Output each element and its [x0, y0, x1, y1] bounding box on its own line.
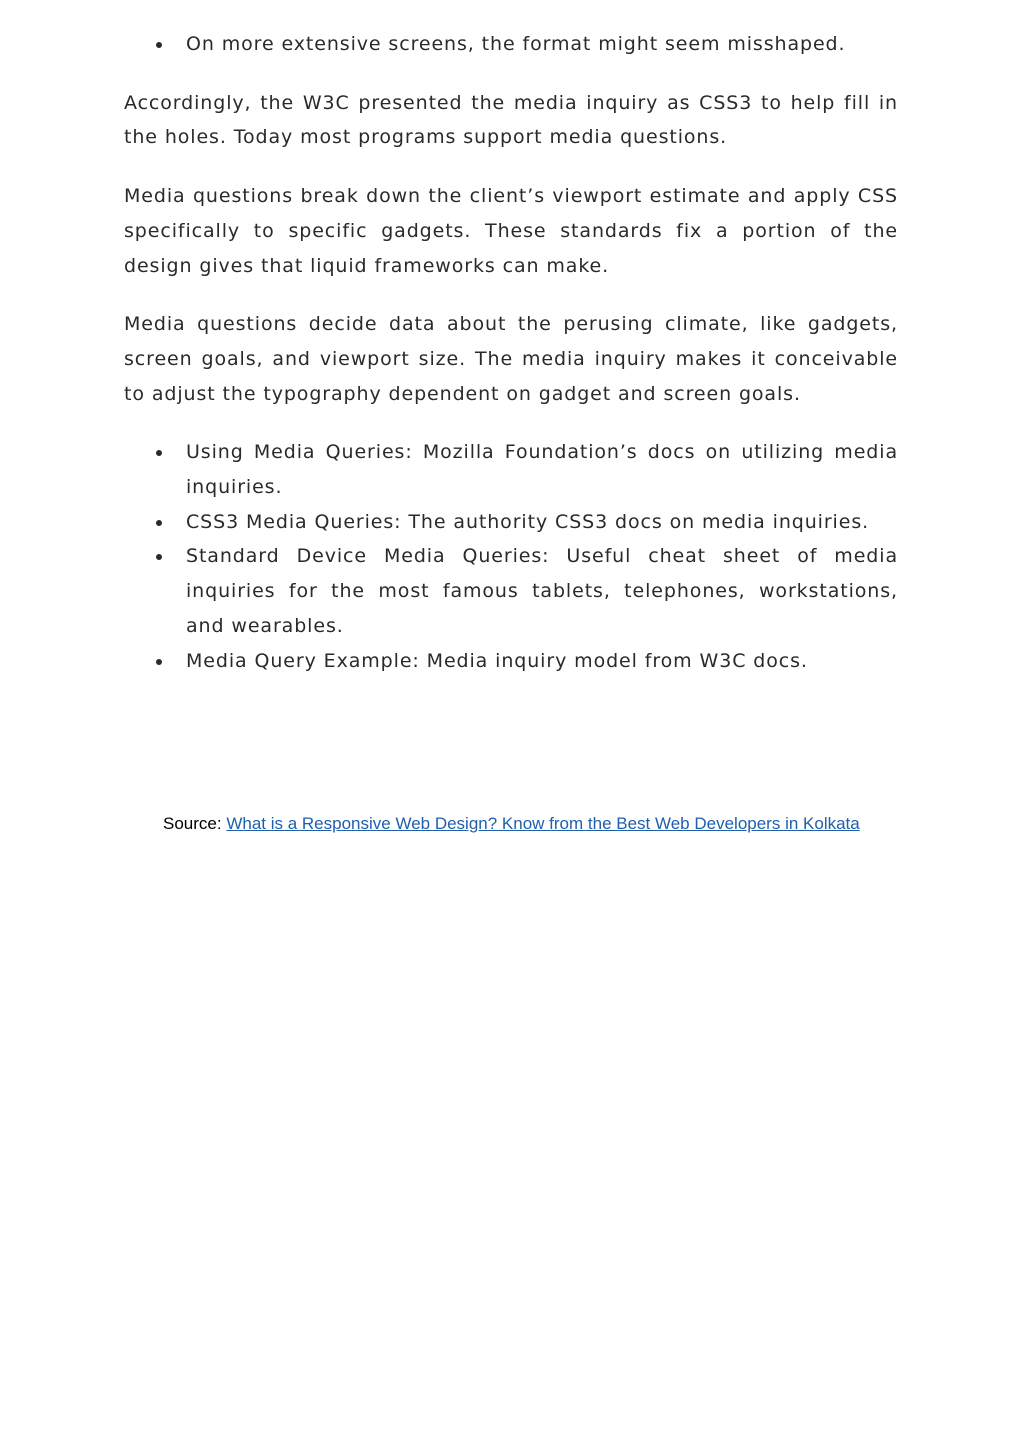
source-citation: [163, 814, 860, 834]
bullet-list-resources: [124, 435, 898, 678]
list-item: [124, 435, 898, 504]
source-link[interactable]: What is a Responsive Web Design? Know from the Best Web Developers in Kolkata: [226, 814, 860, 833]
list-item: [124, 539, 898, 643]
bullet-icon: [156, 450, 162, 456]
list-item: [124, 505, 898, 540]
bullet-icon: [156, 659, 162, 665]
source-label: Source:: [163, 814, 222, 833]
bullet-list-screens: [124, 27, 898, 62]
document-page: [124, 27, 898, 678]
paragraph-media-questions-climate: Media questions decide data about the perusing climate, like gadgets, screen goals, and viewport size. The media inquiry makes it conceivable to adjust the typography dependent on gadget and screen goals.: [124, 313, 898, 405]
paragraph-media-questions-viewport: Media questions break down the client’s viewport estimate and apply CSS specifically to specific gadgets. These standards fix a portion of the design gives that liquid frameworks can make.: [124, 185, 898, 277]
list-item-text: Media Query Example: Media inquiry model from W3C docs.: [186, 649, 808, 672]
list-item-text: CSS3 Media Queries: The authority CSS3 docs on media inquiries.: [186, 510, 870, 533]
bullet-icon: [156, 554, 162, 560]
list-item: [124, 27, 898, 62]
list-item: [124, 644, 898, 679]
bullet-icon: [156, 42, 162, 48]
list-item-text: Using Media Queries: Mozilla Foundation’s docs on utilizing media inquiries.: [186, 441, 898, 499]
paragraph-w3c-media-inquiry: Accordingly, the W3C presented the media inquiry as CSS3 to help fill in the holes. Today most programs support media questions.: [124, 91, 898, 149]
bullet-icon: [156, 520, 162, 526]
list-item-text: On more extensive screens, the format might seem misshaped.: [186, 33, 846, 55]
list-item-text: Standard Device Media Queries: Useful cheat sheet of media inquiries for the most famous tablets, telephones, workstations, and wearables.: [186, 545, 898, 637]
